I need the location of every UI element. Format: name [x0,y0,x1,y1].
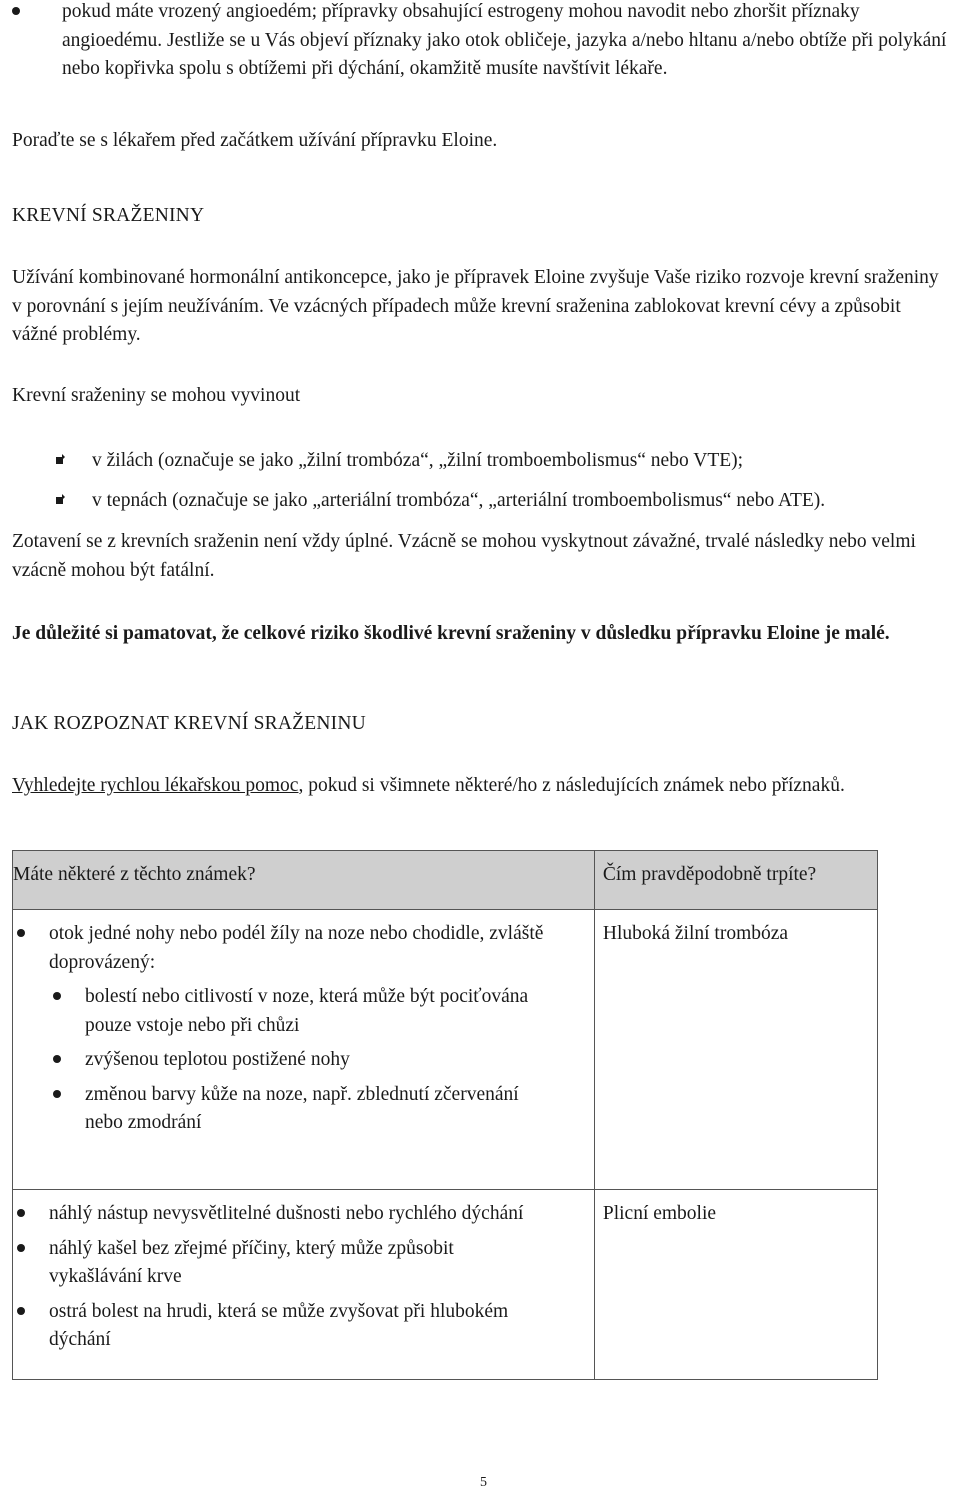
bullet-icon [17,929,25,937]
paragraph-risk: Užívání kombinované hormonální antikoncepce, jako je přípravek Eloine zvyšuje Vaše riziko rozvoje krevní sraženiny v porovnání s jejím neužíváním. Ve vzácných případech může krevní sraženina zablokovat krevní cévy a způsobit vážné problémy. [12,267,939,345]
advice-text: Poraďte se s lékařem před začátkem užívání přípravku Eloine. [12,130,498,151]
diagnosis-text: Plicní embolie [602,1203,717,1224]
table-header-cell [594,851,877,910]
bullet-icon [17,1307,25,1315]
table-header-row [13,851,878,910]
paragraph-important: Je důležité si pamatovat, že celkové riziko škodlivé krevní sraženiny v důsledku přípravku Eloine je malé. [12,623,890,644]
table-cell-diagnosis [594,910,877,1190]
paragraph-develop: Krevní sraženiny se mohou vyvinout [12,385,301,406]
heading-blood-clots: KREVNÍ SRAŽENINY [12,205,205,226]
bullet-icon [53,1055,61,1063]
list-item-text: v žilách (označuje se jako „žilní trombóza“, „žilní tromboembolismus“ nebo VTE); [92,450,744,471]
heading-recognize: JAK ROZPOZNAT KREVNÍ SRAŽENINU [12,713,366,734]
diagnosis-text: Hluboká žilní trombóza [602,923,789,944]
list-item-text: bolestí nebo citlivostí v noze, která může být pociťována pouze vstoje nebo při chůzi [85,986,529,1036]
list-item [13,1200,594,1229]
table-row [13,910,878,1190]
list-item-text: náhlý kašel bez zřejmé příčiny, který může způsobit vykašlávání krve [49,1237,454,1287]
paragraph-seek-help [12,772,912,801]
list-item [13,983,594,1040]
bullet-icon [53,1090,61,1098]
list-item-text: v tepnách (označuje se jako „arteriální trombóza“, „arteriální tromboembolismus“ nebo ATE). [92,490,826,511]
table-header-cell [13,851,595,910]
intro-bullet [24,0,947,84]
seek-help-rest: , pokud si všimnete některé/ho z následujících známek nebo příznaků. [298,775,845,796]
list-item-text: ostrá bolest na hrudi, která se může zvyšovat při hlubokém dýchání [49,1300,509,1350]
page-number: 5 [480,1475,487,1490]
table-row [13,1190,878,1380]
bullet-icon [12,7,20,15]
list-item-veins [12,447,960,476]
seek-help-link: Vyhledejte rychlou lékařskou pomoc [12,775,299,796]
list-item-arteries [12,487,960,516]
list-item-text: změnou barvy kůže na noze, např. zblednutí zčervenání nebo zmodrání [85,1083,519,1133]
list-item [13,1046,594,1075]
bullet-icon [17,1244,25,1252]
list-item-text: náhlý nástup nevysvětlitelné dušnosti nebo rychlého dýchání [49,1203,524,1224]
table-cell-diagnosis [594,1190,877,1380]
col1-header: Máte některé z těchto známek? [13,864,256,885]
intro-bullet-text: pokud máte vrozený angioedém; přípravky obsahující estrogeny mohou navodit nebo zhoršit příznaky angioedému. Jestliže se u Vás objeví příznaky jako otok obličeje, jazyka a/nebo hltanu a/nebo obtíže při polykání nebo kopřivka spolu s obtížemi při dýchání, okamžitě musíte navštívit lékaře. [62,1,947,79]
list-item-text: zvýšenou teplotou postižené nohy [85,1049,350,1070]
col2-header: Čím pravděpodobně trpíte? [602,864,817,885]
square-bullet-icon [56,454,63,467]
list-item [13,920,594,977]
table-cell-signs [13,1190,595,1380]
table-cell-signs [13,910,595,1190]
bullet-icon [53,992,61,1000]
square-bullet-icon [56,494,63,507]
list-item [13,1298,594,1355]
symptoms-table [12,850,878,1380]
list-item [13,1081,594,1138]
paragraph-recovery: Zotavení se z krevních sraženin není vždy úplné. Vzácně se mohou vyskytnout závažné, trvalé následky nebo velmi vzácně mohou být fatální. [12,531,916,581]
bullet-icon [17,1209,25,1217]
list-item-text: otok jedné nohy nebo podél žíly na noze nebo chodidle, zvláště doprovázený: [49,923,544,973]
list-item [13,1235,594,1292]
